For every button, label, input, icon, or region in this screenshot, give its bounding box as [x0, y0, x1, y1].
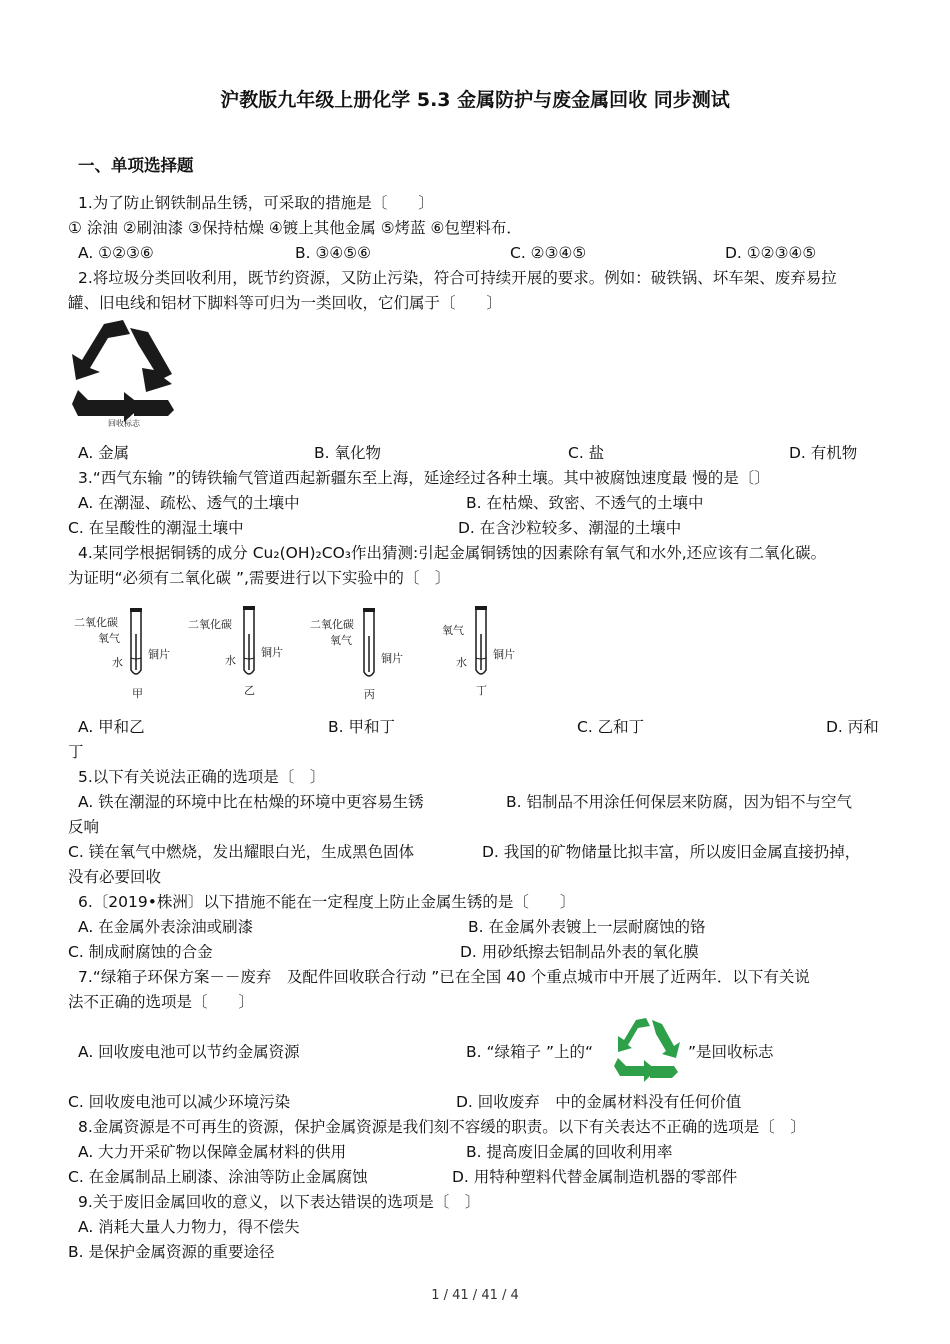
question-4-stem-cont: 为证明“必须有二氧化碳 ”,需要进行以下实验中的〔 〕 [68, 569, 451, 587]
question-6-option-d: D. 用砂纸擦去铝制品外表的氧化膜 [460, 943, 699, 961]
tube-ding-gas-2: 氧气 [442, 624, 464, 637]
tube-jia-water: 水 [112, 656, 123, 669]
test-tube-ding [442, 606, 515, 697]
question-4-option-b: B. 甲和丁 [328, 718, 395, 736]
test-tube-bing [310, 608, 403, 701]
tube-jia-metal: 铜片 [148, 648, 170, 661]
question-6-option-b: B. 在金属外表镀上一层耐腐蚀的铬 [468, 918, 706, 936]
tube-jia-gas-1: 二氧化碳 [74, 616, 118, 629]
tube-yi-gas-1: 二氧化碳 [188, 618, 232, 631]
tube-bing-gas-2: 氧气 [330, 634, 352, 647]
question-2-option-a: A. 金属 [78, 444, 130, 462]
recycling-triangle-icon [68, 318, 178, 430]
question-2-stem: 2.将垃圾分类回收利用，既节约资源，又防止污染，符合可持续开展的要求。例如：破铁锅、坏车架、废弃易拉 [78, 269, 837, 287]
question-9-option-b: B. 是保护金属资源的重要途径 [68, 1243, 275, 1261]
question-9-stem: 9.关于废旧金属回收的意义，以下表达错误的选项是〔 〕 [78, 1193, 481, 1211]
question-1-option-a: A. ①②③⑥ [78, 244, 154, 262]
section-heading: 一、单项选择题 [78, 156, 194, 175]
question-8-option-b: B. 提高废旧金属的回收利用率 [466, 1143, 673, 1161]
question-7-stem: 7.“绿箱子环保方案－－废弃 及配件回收联合行动 ”已在全国 40 个重点城市中开展了近两年．以下有关说 [78, 968, 810, 986]
question-4-stem: 4.某同学根据铜锈的成分 Cu₂(OH)₂CO₃作出猜测:引起金属铜锈蚀的因素除有氧气和水外,还应该有二氧化碳。 [78, 544, 827, 562]
tube-ding-metal: 铜片 [493, 648, 515, 661]
question-7-stem-cont: 法不正确的选项是〔 〕 [68, 993, 255, 1011]
question-1-option-d: D. ①②③④⑤ [725, 244, 817, 262]
question-7-option-d: D. 回收废弃 中的金属材料没有任何价值 [456, 1093, 742, 1111]
question-3-option-a: A. 在潮湿、疏松、透气的土壤中 [78, 494, 300, 512]
page-number: 1 / 41 / 41 / 4 [431, 1288, 519, 1303]
question-5-option-a: A. 铁在潮湿的环境中比在枯燥的环境中更容易生锈 [78, 793, 424, 811]
question-9-option-a: A. 消耗大量人力物力，得不偿失 [78, 1218, 300, 1236]
question-3-option-c: C. 在呈酸性的潮湿土壤中 [68, 519, 244, 537]
question-1-option-b: B. ③④⑤⑥ [295, 244, 372, 262]
question-2-option-c: C. 盐 [568, 444, 605, 462]
question-4-option-d: D. 丙和 [826, 718, 879, 736]
question-4-option-a: A. 甲和乙 [78, 718, 145, 736]
tube-bing-gas-1: 二氧化碳 [310, 618, 354, 631]
question-3-option-b: B. 在枯燥、致密、不透气的土壤中 [466, 494, 704, 512]
test-tube-yi [188, 606, 283, 697]
question-2-stem-cont: 罐、旧电线和铝材下脚料等可归为一类回收，它们属于〔 〕 [68, 294, 503, 312]
tube-yi-name: 乙 [244, 684, 255, 697]
question-7-option-a: A. 回收废电池可以节约金属资源 [78, 1043, 300, 1061]
question-4-option-c: C. 乙和丁 [577, 718, 645, 736]
question-5-option-c: C. 镁在氧气中燃烧，发出耀眼白光，生成黑色固体 [68, 843, 415, 861]
page-title: 沪教版九年级上册化学 5.3 金属防护与废金属回收 同步测试 [220, 89, 730, 111]
question-2-option-d: D. 有机物 [789, 444, 858, 462]
question-5-option-b: B. 铝制品不用涂任何保层来防腐，因为铝不与空气 [506, 793, 852, 811]
question-7-option-b-prefix: B. “绿箱子 ”上的“ [466, 1043, 594, 1061]
question-1-option-c: C. ②③④⑤ [510, 244, 587, 262]
question-1-stem: 1.为了防止钢铁制品生锈，可采取的措施是〔 〕 [78, 194, 434, 212]
question-5-stem: 5.以下有关说法正确的选项是〔 〕 [78, 768, 326, 786]
question-2-option-b: B. 氧化物 [314, 444, 381, 462]
question-8-option-c: C. 在金属制品上刷漆、涂油等防止金属腐蚀 [68, 1168, 368, 1186]
tube-bing-name: 丙 [364, 688, 375, 701]
question-6-stem: 6.〔2019•株洲〕以下措施不能在一定程度上防止金属生锈的是〔 〕 [78, 893, 576, 911]
tube-jia-gas-2: 氧气 [98, 632, 120, 645]
test-tube-jia [74, 608, 170, 700]
question-4-option-d-cont: 丁 [68, 743, 84, 761]
question-5-option-d-cont: 没有必要回收 [68, 868, 162, 886]
tube-ding-name: 丁 [476, 684, 487, 697]
question-6-option-c: C. 制成耐腐蚀的合金 [68, 943, 213, 961]
question-8-stem: 8.金属资源是不可再生的资源，保护金属资源是我们刻不容缓的职责。以下有关表达不正确的选项是〔 〕 [78, 1118, 806, 1136]
question-5-option-d: D. 我国的矿物储量比拟丰富，所以废旧金属直接扔掉， [482, 843, 861, 861]
question-7-option-c: C. 回收废电池可以减少环境污染 [68, 1093, 291, 1111]
question-8-option-a: A. 大力开采矿物以保障金属材料的供用 [78, 1143, 347, 1161]
tube-yi-metal: 铜片 [261, 646, 283, 659]
question-8-option-d: D. 用特种塑料代替金属制造机器的零部件 [452, 1168, 738, 1186]
tube-yi-water: 水 [225, 654, 236, 667]
tube-jia-name: 甲 [132, 687, 143, 700]
question-7-option-b-suffix: ”是回收标志 [688, 1043, 774, 1061]
question-5-option-b-cont: 反响 [68, 818, 100, 836]
question-6-option-a: A. 在金属外表涂油或刷漆 [78, 918, 254, 936]
recycle-logo-label: 回收标志 [108, 419, 140, 428]
tube-ding-water: 水 [456, 656, 467, 669]
question-3-option-d: D. 在含沙粒较多、潮湿的土壤中 [458, 519, 682, 537]
question-3-stem: 3.“西气东输 ”的铸铁输气管道西起新疆东至上海，延途经过各种土壤。其中被腐蚀速度最 慢的是〔〕 [78, 469, 770, 487]
tube-bing-metal: 铜片 [381, 652, 403, 665]
question-1-measures: ① 涂油 ②刷油漆 ③保持枯燥 ④镀上其他金属 ⑤烤蓝 ⑥包塑料布． [68, 219, 522, 237]
test-tube-experiments-diagram [68, 600, 538, 705]
green-recycling-logo-icon [610, 1014, 682, 1082]
